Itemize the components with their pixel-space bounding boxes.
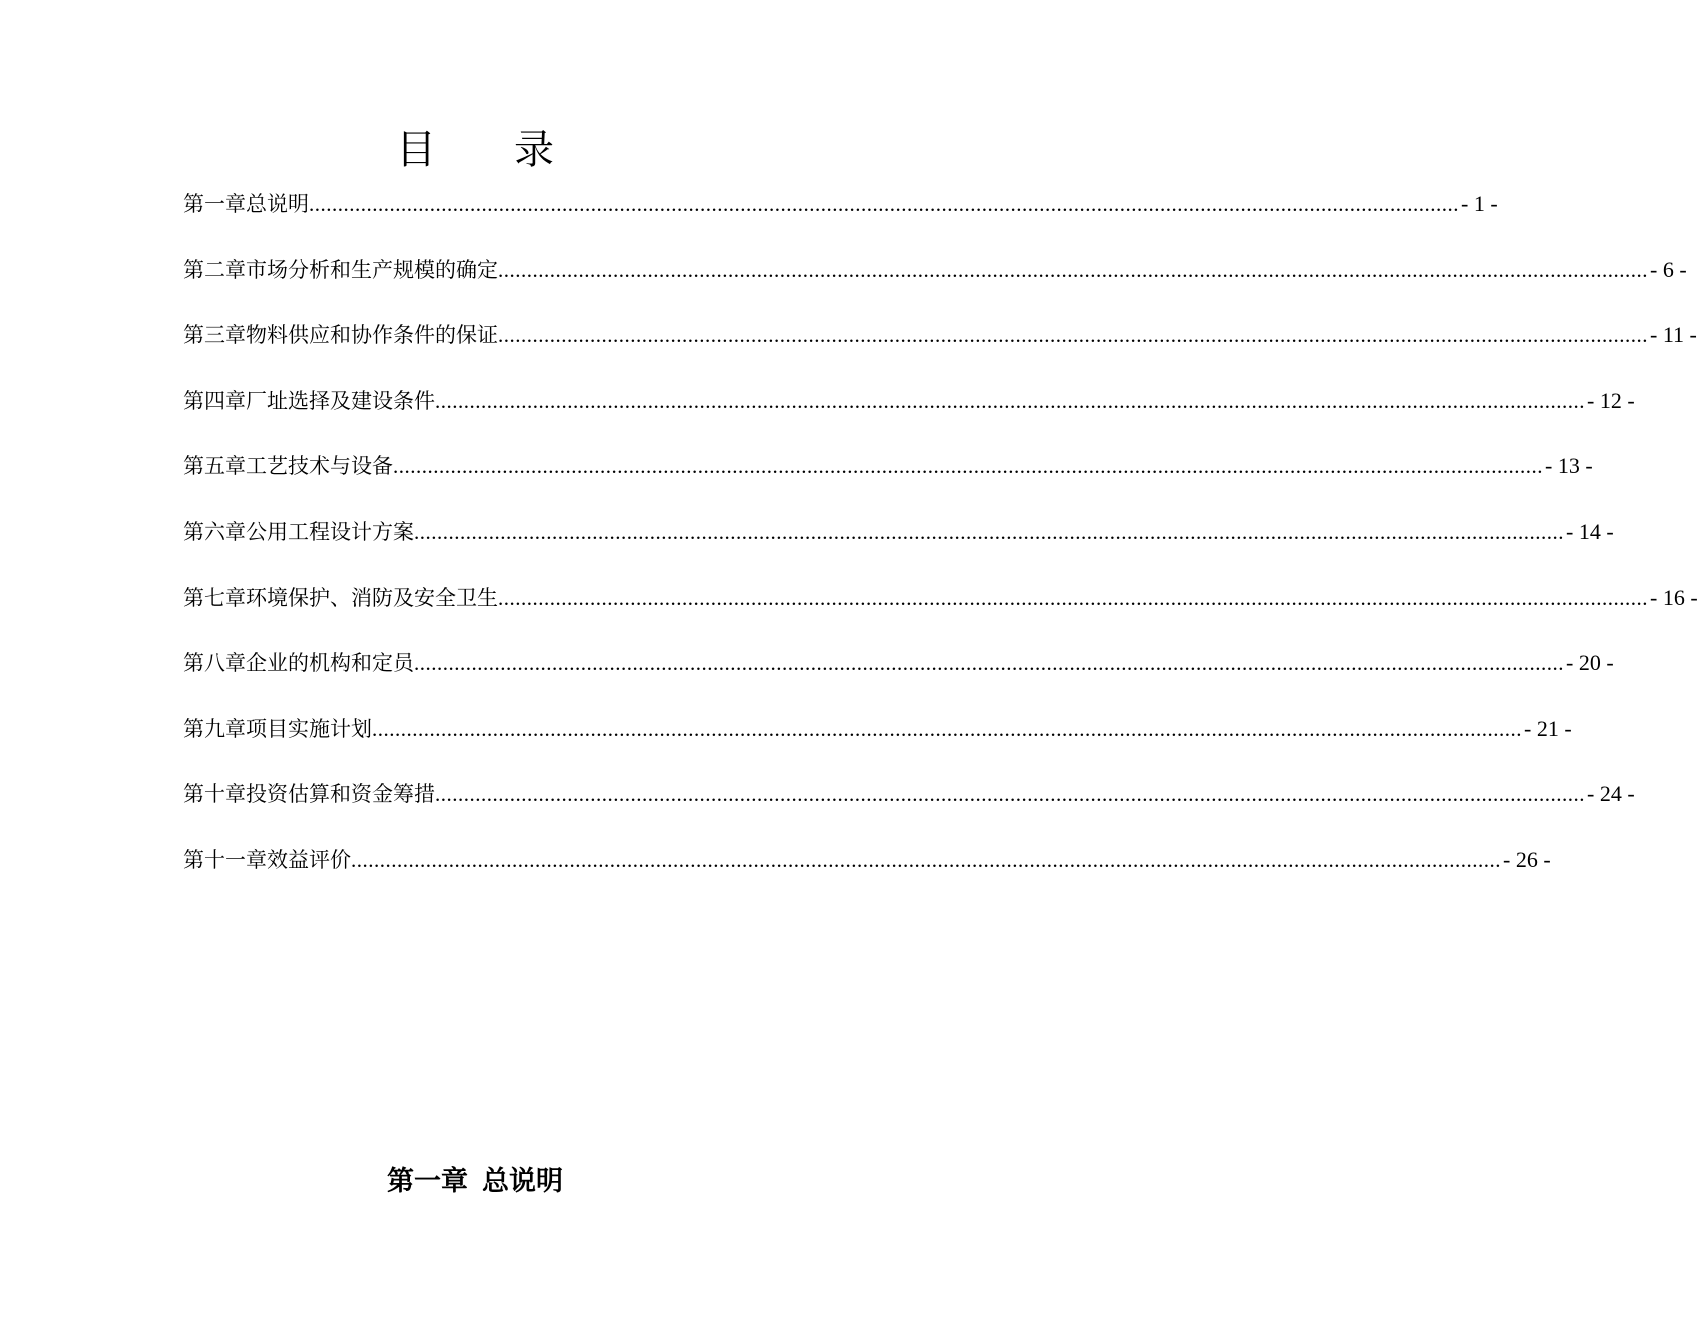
toc-entry-8[interactable] [183,643,1614,709]
toc-chapter-number: 第三章 [183,323,246,348]
toc-title [0,122,950,178]
toc-entry-10[interactable] [183,774,1635,840]
toc-dot-leader: ........................................................................................................................................................................................................ [435,782,1585,807]
toc-page-number: - 14 - [1566,518,1614,544]
toc-chapter-title: 效益评价 [267,847,351,872]
toc-chapter-number: 第五章 [183,454,246,479]
toc-chapter-title: 投资估算和资金筹措 [246,782,435,807]
toc-dot-leader: ........................................................................................................................................................................................................ [372,716,1522,741]
toc-page-number: - 26 - [1503,846,1551,872]
toc-chapter-title: 物料供应和协作条件的保证 [246,323,498,348]
toc-chapter-title: 公用工程设计方案 [246,519,414,544]
toc-dot-leader: ........................................................................................................................................................................................................ [498,257,1648,282]
toc-entry-11[interactable] [183,840,1551,906]
toc-page-number: - 13 - [1545,453,1593,479]
chapter-heading [0,1160,950,1204]
toc-chapter-number: 第八章 [183,651,246,676]
toc-entry-3[interactable] [183,315,1697,381]
toc-page-number: - 21 - [1524,715,1572,741]
toc-dot-leader: ........................................................................................................................................................................................................ [498,585,1648,610]
toc-page-number: - 1 - [1461,191,1498,216]
toc-chapter-number: 第七章 [183,585,246,610]
toc-dot-leader: ........................................................................................................................................................................................................ [351,847,1501,872]
toc-page-number: - 11 - [1650,322,1697,348]
toc-entry-9[interactable] [183,709,1572,775]
toc-title-right: 录 [514,127,554,173]
toc-dot-leader: ........................................................................................................................................................................................................ [414,651,1564,676]
toc-chapter-title: 市场分析和生产规模的确定 [246,257,498,282]
toc-page-number: - 12 - [1587,387,1635,413]
toc-chapter-title: 环境保护、消防及安全卫生 [246,585,498,610]
toc-dot-leader: ........................................................................................................................................................................................................ [393,454,1543,479]
toc-list [183,184,1698,906]
toc-chapter-title: 工艺技术与设备 [246,454,393,479]
toc-page-number: - 6 - [1650,256,1687,282]
toc-entry-6[interactable] [183,512,1614,578]
toc-chapter-title: 厂址选择及建设条件 [246,388,435,413]
toc-chapter-number: 第二章 [183,257,246,282]
toc-chapter-number: 第九章 [183,716,246,741]
toc-chapter-title: 企业的机构和定员 [246,651,414,676]
toc-chapter-title: 项目实施计划 [246,716,372,741]
chapter-heading-title: 总说明 [482,1166,563,1197]
chapter-heading-number: 第一章 [387,1166,468,1197]
toc-chapter-title: 总说明 [246,192,309,216]
toc-page-number: - 24 - [1587,781,1635,807]
toc-dot-leader: ........................................................................................................................................................................................................ [309,192,1459,216]
toc-entry-7[interactable] [183,578,1698,644]
toc-page-number: - 16 - [1650,584,1698,610]
toc-dot-leader: ........................................................................................................................................................................................................ [435,388,1585,413]
toc-entry-4[interactable] [183,381,1635,447]
toc-title-left: 目 [396,127,436,173]
toc-entry-2[interactable] [183,250,1687,316]
toc-chapter-number: 第四章 [183,388,246,413]
toc-chapter-number: 第一章 [183,192,246,216]
toc-page-number: - 20 - [1566,650,1614,676]
toc-chapter-number: 第十一章 [183,847,267,872]
toc-dot-leader: ........................................................................................................................................................................................................ [414,519,1564,544]
toc-entry-1[interactable] [183,184,1498,250]
toc-entry-5[interactable] [183,446,1593,512]
toc-chapter-number: 第六章 [183,519,246,544]
toc-chapter-number: 第十章 [183,782,246,807]
toc-dot-leader: ........................................................................................................................................................................................................ [498,323,1648,348]
